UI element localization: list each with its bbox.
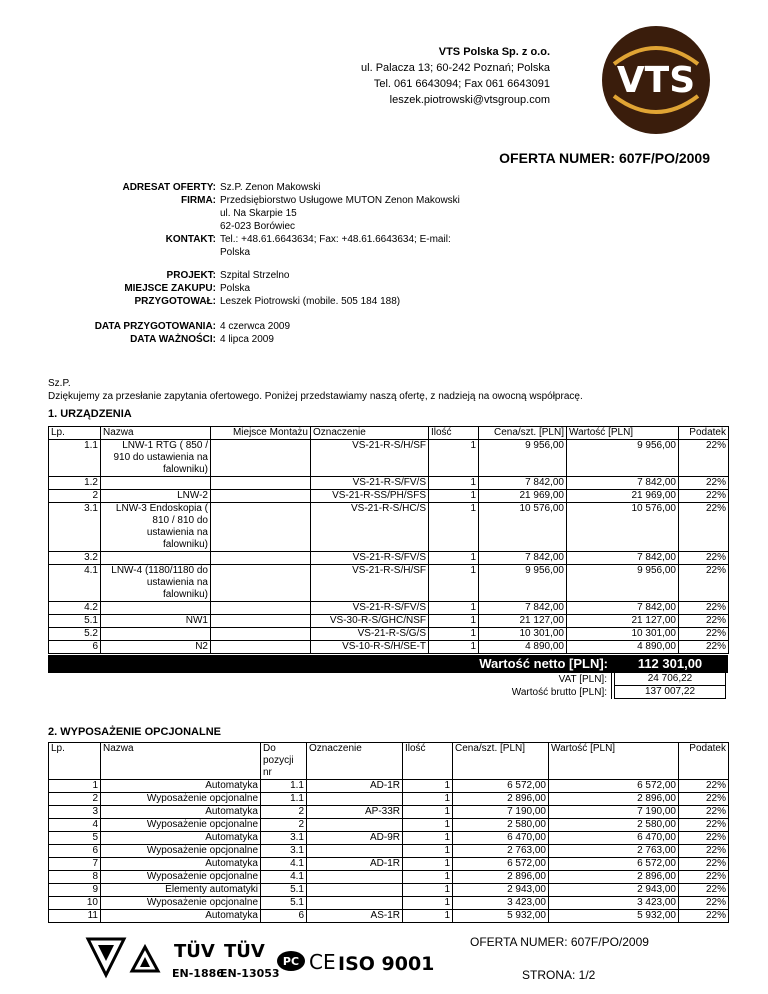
- cell-nazwa: Wyposażenie opcjonalne: [101, 819, 261, 832]
- cell-wartosc: 2 580,00: [549, 819, 679, 832]
- cell-lp: 10: [49, 897, 101, 910]
- greeting: [48, 377, 728, 403]
- cell-cena: 2 896,00: [453, 871, 549, 884]
- cell-ilosc: 1: [403, 897, 453, 910]
- miejsce-value: Polska: [220, 283, 251, 294]
- dates-info: [70, 320, 710, 346]
- cell-podatek: 22%: [679, 615, 729, 628]
- adresat-value: Sz.P. Zenon Makowski: [220, 182, 321, 193]
- cell-oznaczenie: AD-1R: [307, 780, 403, 793]
- company-address: ul. Palacza 13; 60-242 Poznań; Polska: [361, 62, 550, 74]
- cell-nazwa: [101, 477, 211, 490]
- cell-wartosc: 5 932,00: [549, 910, 679, 923]
- cell-nazwa: Elementy automatyki: [101, 884, 261, 897]
- table-row: [49, 832, 729, 845]
- column-header: Cena/szt. [PLN]: [453, 743, 549, 780]
- cell-cena: 3 423,00: [453, 897, 549, 910]
- cell-lp: 3.2: [49, 552, 101, 565]
- table-row: [49, 871, 729, 884]
- cell-nazwa: Wyposażenie opcjonalne: [101, 793, 261, 806]
- cell-ilosc: 1: [403, 910, 453, 923]
- cell-cena: 2 763,00: [453, 845, 549, 858]
- table-row: [49, 910, 729, 923]
- cell-ilosc: 1: [403, 793, 453, 806]
- tuv-mark-1: TÜV: [174, 941, 215, 962]
- cell-nazwa: LNW-2: [101, 490, 211, 503]
- firma-label: FIRMA:: [181, 195, 216, 206]
- cell-cena: 7 842,00: [479, 602, 567, 615]
- cell-oznaczenie: [307, 819, 403, 832]
- cell-lp: 7: [49, 858, 101, 871]
- cell-podatek: 22%: [679, 440, 729, 477]
- column-header: Do pozycji nr: [261, 743, 307, 780]
- cell-oznaczenie: VS-21-R-SS/PH/SFS: [311, 490, 429, 503]
- cell-podatek: 22%: [679, 832, 729, 845]
- cell-lp: 3.1: [49, 503, 101, 552]
- cell-lp: 8: [49, 871, 101, 884]
- cell-cena: 21 127,00: [479, 615, 567, 628]
- cell-pozycja: 2: [261, 819, 307, 832]
- cell-podatek: 22%: [679, 819, 729, 832]
- brutto-label: Wartość brutto [PLN]:: [428, 686, 612, 699]
- projekt-label: PROJEKT:: [166, 270, 216, 281]
- cell-oznaczenie: AD-1R: [307, 858, 403, 871]
- cell-oznaczenie: VS-30-R-S/GHC/NSF: [311, 615, 429, 628]
- cell-lp: 5: [49, 832, 101, 845]
- cell-podatek: 22%: [679, 628, 729, 641]
- cell-nazwa: Automatyka: [101, 806, 261, 819]
- salutation: Sz.P.: [48, 378, 71, 389]
- cell-wartosc: 2 763,00: [549, 845, 679, 858]
- cell-oznaczenie: AP-33R: [307, 806, 403, 819]
- footer-offer-number: OFERTA NUMER: 607F/PO/2009: [470, 935, 649, 949]
- cell-ilosc: 1: [429, 602, 479, 615]
- cell-wartosc: 7 842,00: [567, 602, 679, 615]
- column-header: Oznaczenie: [311, 427, 429, 440]
- kontakt-label: KONTAKT:: [165, 234, 216, 245]
- cell-oznaczenie: AS-1R: [307, 910, 403, 923]
- przygotowal-label: PRZYGOTOWAŁ:: [134, 296, 216, 307]
- cell-wartosc: 2 896,00: [549, 793, 679, 806]
- en1886-mark: EN-1886: [172, 967, 224, 980]
- cell-ilosc: 1: [403, 845, 453, 858]
- cell-miejsce: [211, 440, 311, 477]
- cell-ilosc: 1: [429, 440, 479, 477]
- cell-nazwa: Wyposażenie opcjonalne: [101, 845, 261, 858]
- logo-text: VTS: [616, 60, 696, 101]
- table-row: [49, 490, 729, 503]
- cell-podatek: 22%: [679, 552, 729, 565]
- data-wazn-label: DATA WAŻNOŚCI:: [130, 334, 216, 345]
- cell-cena: 7 842,00: [479, 552, 567, 565]
- cell-oznaczenie: VS-10-R-S/H/SE-T: [311, 641, 429, 654]
- cell-lp: 5.1: [49, 615, 101, 628]
- cell-wartosc: 7 842,00: [567, 477, 679, 490]
- vat-label: VAT [PLN]:: [428, 673, 612, 686]
- cell-podatek: 22%: [679, 780, 729, 793]
- cell-podatek: 22%: [679, 884, 729, 897]
- cell-miejsce: [211, 503, 311, 552]
- cell-miejsce: [211, 490, 311, 503]
- column-header: Wartość [PLN]: [567, 427, 679, 440]
- cell-wartosc: 7 190,00: [549, 806, 679, 819]
- kontakt-line: Tel.: +48.61.6643634; Fax: +48.61.6643634; E-mail:: [220, 234, 451, 245]
- cell-ilosc: 1: [403, 780, 453, 793]
- cell-podatek: 22%: [679, 477, 729, 490]
- cell-lp: 6: [49, 845, 101, 858]
- net-total-bar: [48, 655, 728, 673]
- table-row: [49, 565, 729, 602]
- firma-line: Przedsiębiorstwo Usługowe MUTON Zenon Makowski: [220, 195, 460, 206]
- table-row: [49, 615, 729, 628]
- cell-cena: 7 190,00: [453, 806, 549, 819]
- recipient-info: [70, 181, 710, 259]
- cell-cena: 7 842,00: [479, 477, 567, 490]
- cell-oznaczenie: [307, 884, 403, 897]
- greeting-text: Dziękujemy za przesłanie zapytania ofertowego. Poniżej przedstawiamy naszą ofertę, z nadzieją na owocną współpracę.: [48, 391, 583, 402]
- cell-podatek: 22%: [679, 910, 729, 923]
- table-row: [49, 602, 729, 615]
- column-header: Miejsce Montażu: [211, 427, 311, 440]
- column-header: Lp.: [49, 743, 101, 780]
- cell-wartosc: 7 842,00: [567, 552, 679, 565]
- cell-lp: 1.2: [49, 477, 101, 490]
- cell-lp: 1: [49, 780, 101, 793]
- cell-ilosc: 1: [403, 806, 453, 819]
- cell-cena: 4 890,00: [479, 641, 567, 654]
- table-header-row: [49, 427, 729, 440]
- footer-page-number: STRONA: 1/2: [522, 968, 596, 982]
- table-row: [49, 628, 729, 641]
- cell-podatek: 22%: [679, 793, 729, 806]
- cell-ilosc: 1: [429, 552, 479, 565]
- table-row: [49, 780, 729, 793]
- table-row: [49, 819, 729, 832]
- cell-podatek: 22%: [679, 897, 729, 910]
- table-row: [49, 884, 729, 897]
- kontakt-line: Polska: [220, 247, 251, 258]
- project-info: [70, 269, 710, 308]
- cell-cena: 9 956,00: [479, 565, 567, 602]
- cell-wartosc: 2 896,00: [549, 871, 679, 884]
- cell-nazwa: Wyposażenie opcjonalne: [101, 871, 261, 884]
- cell-podatek: 22%: [679, 845, 729, 858]
- column-header: Ilość: [403, 743, 453, 780]
- pc-mark-icon: [277, 951, 305, 971]
- cell-oznaczenie: VS-21-R-S/FV/S: [311, 552, 429, 565]
- table-row: [49, 793, 729, 806]
- cell-nazwa: LNW-1 RTG ( 850 / 910 do ustawienia na falowniku): [101, 440, 211, 477]
- cell-lp: 5.2: [49, 628, 101, 641]
- cell-ilosc: 1: [429, 490, 479, 503]
- table-row: [49, 503, 729, 552]
- cell-nazwa: Automatyka: [101, 910, 261, 923]
- column-header: Podatek: [679, 427, 729, 440]
- miejsce-label: MIEJSCE ZAKUPU:: [124, 283, 216, 294]
- brutto-row: [48, 686, 728, 699]
- cell-nazwa: Automatyka: [101, 780, 261, 793]
- table-row: [49, 897, 729, 910]
- cell-lp: 4.2: [49, 602, 101, 615]
- cell-oznaczenie: VS-21-R-S/H/SF: [311, 440, 429, 477]
- cell-wartosc: 3 423,00: [549, 897, 679, 910]
- cell-wartosc: 6 572,00: [549, 858, 679, 871]
- firma-line: ul. Na Skarpie 15: [220, 208, 297, 219]
- cell-cena: 10 576,00: [479, 503, 567, 552]
- cell-ilosc: 1: [429, 615, 479, 628]
- cell-ilosc: 1: [429, 565, 479, 602]
- column-header: Cena/szt. [PLN]: [479, 427, 567, 440]
- cell-podatek: 22%: [679, 641, 729, 654]
- cell-miejsce: [211, 552, 311, 565]
- tuv-mark-2: TÜV: [224, 941, 265, 962]
- cell-wartosc: 10 576,00: [567, 503, 679, 552]
- cell-lp: 3: [49, 806, 101, 819]
- cell-pozycja: 3.1: [261, 832, 307, 845]
- offer-title: OFERTA NUMER: 607F/PO/2009: [499, 150, 710, 166]
- data-przyg-value: 4 czerwca 2009: [220, 321, 291, 332]
- cell-cena: 21 969,00: [479, 490, 567, 503]
- cell-oznaczenie: VS-21-R-S/FV/S: [311, 602, 429, 615]
- cell-nazwa: [101, 628, 211, 641]
- cell-ilosc: 1: [403, 832, 453, 845]
- cell-miejsce: [211, 565, 311, 602]
- table-header-row: [49, 743, 729, 780]
- cell-nazwa: Wyposażenie opcjonalne: [101, 897, 261, 910]
- company-phone: Tel. 061 6643094; Fax 061 6643091: [373, 78, 550, 90]
- column-header: Podatek: [679, 743, 729, 780]
- certification-logos: [88, 935, 435, 985]
- column-header: Lp.: [49, 427, 101, 440]
- data-przyg-label: DATA PRZYGOTOWANIA:: [94, 321, 216, 332]
- projekt-value: Szpital Strzelno: [220, 270, 290, 281]
- cell-pozycja: 5.1: [261, 897, 307, 910]
- net-label: Wartość netto [PLN]:: [479, 656, 608, 671]
- cell-pozycja: 4.1: [261, 871, 307, 884]
- cell-miejsce: [211, 628, 311, 641]
- cell-wartosc: 10 301,00: [567, 628, 679, 641]
- table-row: [49, 440, 729, 477]
- table-row: [49, 845, 729, 858]
- table-row: [49, 806, 729, 819]
- cell-nazwa: N2: [101, 641, 211, 654]
- options-table: [48, 742, 729, 923]
- cell-oznaczenie: VS-21-R-S/FV/S: [311, 477, 429, 490]
- cell-pozycja: 1.1: [261, 780, 307, 793]
- cell-cena: 6 470,00: [453, 832, 549, 845]
- devices-table: [48, 426, 729, 654]
- vat-value: 24 706,22: [614, 673, 726, 686]
- brutto-value: 137 007,22: [614, 686, 726, 699]
- data-wazn-value: 4 lipca 2009: [220, 334, 274, 345]
- cell-wartosc: 21 127,00: [567, 615, 679, 628]
- iso-mark: ISO 9001: [338, 953, 435, 975]
- column-header: Ilość: [429, 427, 479, 440]
- cell-pozycja: 5.1: [261, 884, 307, 897]
- cell-ilosc: 1: [403, 884, 453, 897]
- net-value: 112 301,00: [637, 656, 703, 671]
- cell-cena: 2 943,00: [453, 884, 549, 897]
- company-email: leszek.piotrowski@vtsgroup.com: [389, 94, 550, 106]
- cell-ilosc: 1: [429, 641, 479, 654]
- cell-pozycja: 2: [261, 806, 307, 819]
- cell-wartosc: 9 956,00: [567, 440, 679, 477]
- cell-lp: 4.1: [49, 565, 101, 602]
- adresat-label: ADRESAT OFERTY:: [122, 182, 216, 193]
- vat-row: [48, 673, 728, 686]
- cell-miejsce: [211, 641, 311, 654]
- cell-cena: 2 896,00: [453, 793, 549, 806]
- cell-nazwa: NW1: [101, 615, 211, 628]
- cell-oznaczenie: AD-9R: [307, 832, 403, 845]
- cell-ilosc: 1: [403, 871, 453, 884]
- table-row: [49, 477, 729, 490]
- cell-nazwa: [101, 552, 211, 565]
- cell-oznaczenie: VS-21-R-S/H/SF: [311, 565, 429, 602]
- cell-podatek: 22%: [679, 806, 729, 819]
- cell-lp: 4: [49, 819, 101, 832]
- cell-nazwa: [101, 602, 211, 615]
- cell-ilosc: 1: [429, 477, 479, 490]
- cell-cena: 6 572,00: [453, 780, 549, 793]
- cell-cena: 5 932,00: [453, 910, 549, 923]
- cell-podatek: 22%: [679, 858, 729, 871]
- company-name: VTS Polska Sp. z o.o.: [438, 46, 550, 58]
- cell-ilosc: 1: [429, 628, 479, 641]
- company-header: [300, 44, 550, 108]
- cell-wartosc: 4 890,00: [567, 641, 679, 654]
- cell-nazwa: LNW-4 (1180/1180 do ustawienia na falowniku): [101, 565, 211, 602]
- table-row: [49, 552, 729, 565]
- cell-pozycja: 1.1: [261, 793, 307, 806]
- cell-cena: 6 572,00: [453, 858, 549, 871]
- cell-wartosc: 21 969,00: [567, 490, 679, 503]
- cell-podatek: 22%: [679, 565, 729, 602]
- pc-mark-text: PC: [282, 955, 300, 968]
- column-header: Nazwa: [101, 743, 261, 780]
- cell-oznaczenie: [307, 793, 403, 806]
- cell-oznaczenie: [307, 897, 403, 910]
- table-row: [49, 641, 729, 654]
- cell-lp: 2: [49, 490, 101, 503]
- cell-cena: 10 301,00: [479, 628, 567, 641]
- column-header: Wartość [PLN]: [549, 743, 679, 780]
- cell-nazwa: LNW-3 Endoskopia ( 810 / 810 do ustawienia na falowniku): [101, 503, 211, 552]
- cell-miejsce: [211, 615, 311, 628]
- cell-lp: 1.1: [49, 440, 101, 477]
- cell-ilosc: 1: [429, 503, 479, 552]
- cell-ilosc: 1: [403, 858, 453, 871]
- przygotowal-value: Leszek Piotrowski (mobile. 505 184 188): [220, 296, 401, 307]
- cell-cena: 9 956,00: [479, 440, 567, 477]
- cell-miejsce: [211, 602, 311, 615]
- cell-nazwa: Automatyka: [101, 858, 261, 871]
- cell-oznaczenie: VS-21-R-S/HC/S: [311, 503, 429, 552]
- cell-pozycja: 3.1: [261, 845, 307, 858]
- cell-podatek: 22%: [679, 503, 729, 552]
- cell-oznaczenie: [307, 871, 403, 884]
- cell-oznaczenie: VS-21-R-S/G/S: [311, 628, 429, 641]
- cell-wartosc: 6 470,00: [549, 832, 679, 845]
- cell-ilosc: 1: [403, 819, 453, 832]
- section2-title: 2. WYPOSAŻENIE OPCJONALNE: [48, 726, 221, 738]
- ce-mark: CE: [309, 950, 336, 974]
- column-header: Oznaczenie: [307, 743, 403, 780]
- cell-lp: 11: [49, 910, 101, 923]
- column-header: Nazwa: [101, 427, 211, 440]
- firma-line: 62-023 Borówiec: [220, 221, 296, 232]
- cell-cena: 2 580,00: [453, 819, 549, 832]
- cell-podatek: 22%: [679, 490, 729, 503]
- cell-lp: 2: [49, 793, 101, 806]
- section1-title: 1. URZĄDZENIA: [48, 408, 132, 420]
- cell-podatek: 22%: [679, 871, 729, 884]
- cell-wartosc: 9 956,00: [567, 565, 679, 602]
- cell-lp: 6: [49, 641, 101, 654]
- tuv-triangle-icon: [132, 947, 158, 971]
- cell-pozycja: 4.1: [261, 858, 307, 871]
- cell-oznaczenie: [307, 845, 403, 858]
- cell-wartosc: 6 572,00: [549, 780, 679, 793]
- cell-nazwa: Automatyka: [101, 832, 261, 845]
- cell-miejsce: [211, 477, 311, 490]
- cell-pozycja: 6: [261, 910, 307, 923]
- cell-wartosc: 2 943,00: [549, 884, 679, 897]
- cell-lp: 9: [49, 884, 101, 897]
- table-row: [49, 858, 729, 871]
- cell-podatek: 22%: [679, 602, 729, 615]
- en13053-mark: EN-13053: [220, 967, 280, 980]
- triangle-cert-icon: [88, 939, 124, 975]
- vts-logo: [600, 24, 712, 136]
